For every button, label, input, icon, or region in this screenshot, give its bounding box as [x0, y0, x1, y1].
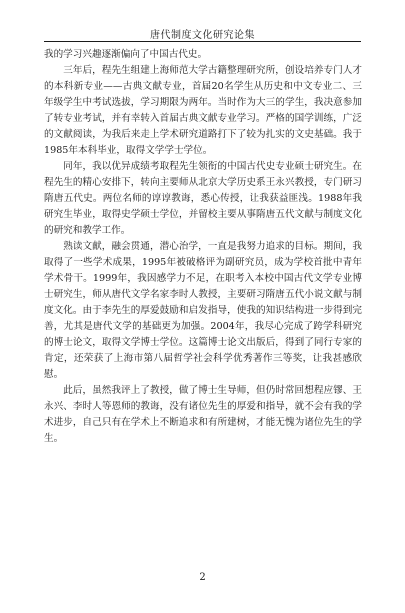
body-text: [44, 47, 362, 447]
paragraph: 此后，虽然我评上了教授，做了博士生导师，但仍时常回想程应镠、王永兴、李时人等恩师的教诲，没有诸位先生的厚爱和指导，就不会有我的学术进步，自己只有在学术上不断追求和有所建树，才能无愧为诸位先生的学生。: [44, 385, 362, 444]
page-number: 2: [199, 572, 206, 583]
paragraph-continuation: 我的学习兴趣逐渐偏向了中国古代史。: [44, 49, 208, 60]
running-header: 唐代制度文化研究论集: [150, 30, 255, 41]
header-rule: [44, 41, 361, 42]
paragraph: 三年后，程先生组建上海师范大学古籍整理研究所，创设培养专门人才的本科新专业——古典文献专业，首届20名学生从历史和中文专业二、三年级学生中考试选拔，学习期限为两年。当时作为大三的学生，我决意参加了转专业考试，并有幸转入首届古典文献专业学习。严格的国学训练，广泛的文献阅读，为我后来走上学术研究道路打下了较为扎实的文史基础。我于1985年本科毕业，取得文学学士学位。: [44, 65, 362, 156]
paragraph: 熟读文献，融会贯通，潜心治学，一直是我努力追求的目标。期间，我取得了一些学术成果，1995年被破格评为副研究员，成为学校首批中青年学术骨干。1999年，我因感学力不足，在职考入本校中国古代文学专业博士研究生，师从唐代文学名家李时人教授，主要研习隋唐五代小说文献与制度文化。由于李先生的厚爱鼓励和启发指导，使我的知识结构进一步得到完善，尤其是唐代文学的基础更为加强。2004年，我尽心完成了跨学科研究的博士论文，取得文学博士学位。这篇博士论文出版后，得到了同行专家的肯定，还荣获了上海市第八届哲学社会科学优秀著作三等奖，让我甚感欣慰。: [44, 241, 362, 380]
paragraph: 同年，我以优异成绩考取程先生领衔的中国古代史专业硕士研究生。在程先生的精心安排下，转向主要师从北京大学历史系王永兴教授，专门研习隋唐五代史。两位名师的谆谆教诲，悉心传授，让我获益匪浅。1988年我研究生毕业，取得史学硕士学位，并留校主要从事隋唐五代文献与制度文化的研究和教学工作。: [44, 161, 362, 236]
